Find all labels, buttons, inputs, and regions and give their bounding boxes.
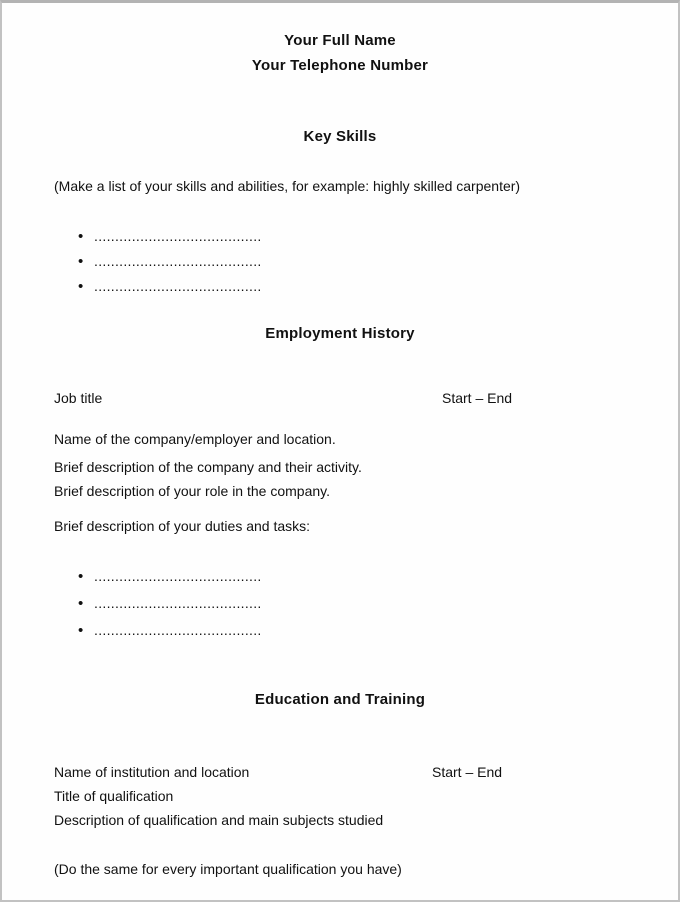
section-title-education-training: Education and Training <box>254 691 426 708</box>
list-item <box>72 590 262 617</box>
company-activity-line: Brief description of the company and their activity. <box>54 459 362 475</box>
qualification-title-line: Title of qualification <box>54 788 174 804</box>
employment-dates-label: Start – End <box>442 390 513 406</box>
company-line: Name of the company/employer and location. <box>54 431 336 447</box>
education-note: (Do the same for every important qualification you have) <box>54 861 402 877</box>
full-name-heading: Your Full Name <box>284 32 396 49</box>
bullet-icon: • <box>78 568 84 585</box>
duty-placeholder: ........................................ <box>94 622 262 638</box>
skill-placeholder: ........................................ <box>94 278 262 294</box>
institution-label: Name of institution and location <box>54 764 250 780</box>
skill-placeholder: ........................................ <box>94 253 262 269</box>
bullet-icon: • <box>78 595 84 612</box>
list-item <box>72 249 262 274</box>
education-dates-label: Start – End <box>432 764 503 780</box>
list-item <box>72 617 262 644</box>
bullet-icon: • <box>78 622 84 639</box>
duty-placeholder: ........................................ <box>94 568 262 584</box>
list-item <box>72 563 262 590</box>
section-title-employment-history: Employment History <box>265 325 415 342</box>
telephone-heading: Your Telephone Number <box>251 57 429 74</box>
key-skills-hint: (Make a list of your skills and abilities, for example: highly skilled carpenter) <box>54 178 521 194</box>
section-title-key-skills: Key Skills <box>303 128 377 145</box>
duties-label: Brief description of your duties and tasks: <box>54 518 311 534</box>
duty-placeholder: ........................................ <box>94 595 262 611</box>
job-title-label: Job title <box>54 390 103 406</box>
role-line: Brief description of your role in the company. <box>54 483 330 499</box>
employment-header-row <box>2 389 678 407</box>
bullet-icon: • <box>78 228 84 245</box>
list-item <box>72 274 262 299</box>
education-header-row <box>2 763 678 781</box>
skill-placeholder: ........................................ <box>94 228 262 244</box>
bullet-icon: • <box>78 278 84 295</box>
key-skills-list <box>72 224 262 299</box>
qualification-description-line: Description of qualification and main subjects studied <box>54 812 384 828</box>
bullet-icon: • <box>78 253 84 270</box>
duties-list <box>72 563 262 644</box>
list-item <box>72 224 262 249</box>
